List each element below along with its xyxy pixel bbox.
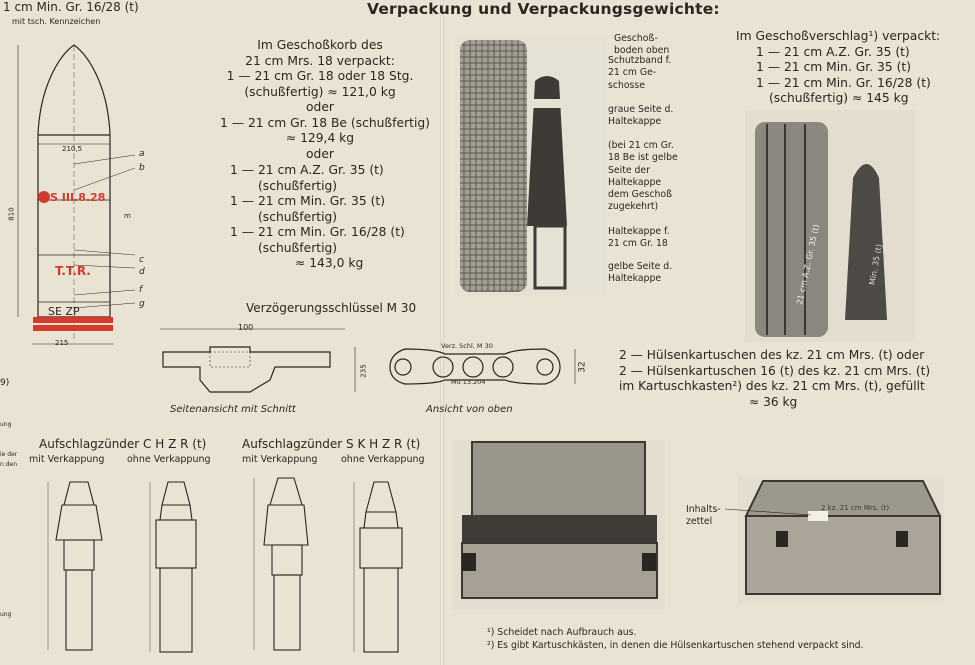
fuze-skhzr-title: Aufschlagzünder S K H Z R (t) [242, 437, 421, 451]
caption-cap-1: Haltekappe f. [608, 226, 670, 237]
basket-heading-2: 21 cm Mrs. 18 verpackt: [245, 53, 395, 68]
closed-box-lid-text: 2 kz. 21 cm Mrs. (t) [821, 504, 890, 512]
key-top-caption: Ansicht von oben [426, 404, 513, 415]
caption-note [608, 140, 678, 214]
caption-band [608, 55, 671, 92]
top-left-subheading: mit tsch. Kennzeichen [12, 17, 101, 26]
caption-note-3: Seite der [608, 164, 650, 176]
caption-yellow-2: Haltekappe [608, 273, 662, 285]
basket-list [230, 163, 405, 272]
crate-heading: Im Geschoßverschlag¹) verpackt: [736, 29, 941, 43]
edge-fragment: ie der [0, 451, 18, 458]
box-label-pointer [725, 505, 815, 525]
box-label-caption [686, 504, 721, 529]
label-m: m [124, 212, 131, 220]
key-dim-height: 235 [359, 364, 368, 378]
caption-yellow-1: gelbe Seite d. [608, 261, 673, 272]
dim-bottom: 215 [55, 339, 69, 347]
edge-fragment: ung [0, 421, 12, 428]
key-side-view [155, 322, 375, 402]
cartridge-line-3: im Kartuschkasten²) des kz. 21 cm Mrs. (t), gefüllt [619, 379, 925, 393]
basket-photo [455, 36, 605, 296]
key-dim-length: 100 [238, 323, 254, 332]
basket-line2-b: ≈ 129,4 kg [285, 131, 355, 145]
label-d: d [139, 267, 145, 277]
label-g: g [139, 299, 145, 309]
basket-or-2: oder [306, 146, 334, 161]
basket-heading-1: Im Geschoßkorb des [257, 38, 383, 52]
label-c: c [139, 255, 144, 265]
crate-photo [745, 110, 915, 342]
caption-grey-1: graue Seite d. [608, 104, 674, 115]
basket-line3b-a: 1 — 21 cm Min. Gr. 35 (t) [230, 194, 386, 208]
caption-base-2: boden oben [614, 45, 670, 57]
crate-line-1: 1 — 21 cm A.Z. Gr. 35 (t) [756, 44, 910, 59]
shell-photo-text: Min. 35 (t) [867, 243, 884, 286]
label-b: b [139, 163, 145, 173]
basket-or-1: oder [306, 100, 334, 114]
basket-line3a-b: (schußfertig) [258, 178, 338, 193]
fuze-skhzr-without: ohne Verkappung [341, 454, 425, 465]
fuze-drawings [40, 470, 440, 660]
stencil-ttr: T.T.R. [55, 264, 91, 278]
caption-note-4: Haltekappe [608, 176, 662, 188]
box-label-1: Inhalts- [686, 504, 721, 515]
top-left-heading: 1 cm Min. Gr. 16/28 (t) [3, 0, 139, 14]
footnote-2: ²) Es gibt Kartuschkästen, in denen die Hülsenkartuschen stehend verpackt sind. [487, 640, 864, 651]
cartridge-packaging [619, 348, 930, 410]
key-title: Verzögerungsschlüssel M 30 [246, 301, 417, 315]
crate-packaging [736, 29, 940, 107]
label-a: a [139, 149, 145, 159]
fuze-chzr-with: mit Verkappung [29, 454, 105, 465]
crate-line-4: (schußfertig) ≈ 145 kg [769, 91, 909, 105]
fuze-chzr-without: ohne Verkappung [127, 454, 211, 465]
cartridge-line-1: 2 — Hülsenkartuschen des kz. 21 cm Mrs. (t) oder [619, 348, 925, 362]
footnotes [487, 626, 864, 652]
stencil-lot: S III.8.28 [50, 191, 106, 204]
caption-note-6: zugekehrt) [608, 201, 659, 213]
fuze-chzr-title: Aufschlagzünder C H Z R (t) [39, 437, 207, 451]
cartridge-box-photo [452, 440, 665, 610]
caption-note-1: (bei 21 cm Gr. [608, 140, 674, 151]
cartridge-weight: ≈ 36 kg [749, 394, 798, 409]
caption-band-3: schosse [608, 79, 645, 91]
fuze-skhzr-with: mit Verkappung [242, 454, 318, 465]
shell-drawing [7, 40, 185, 370]
edge-fragment: ung [0, 611, 12, 618]
key-dim-width: 32 [577, 361, 588, 373]
footnote-1: ¹) Scheidet nach Aufbrauch aus. [487, 627, 637, 638]
crate-line-2: 1 — 21 cm Min. Gr. 35 (t) [756, 60, 912, 74]
caption-band-2: 21 cm Ge- [608, 67, 657, 79]
basket-line3a-a: 1 — 21 cm A.Z. Gr. 35 (t) [230, 163, 384, 177]
basket-line3b-b: (schußfertig) [258, 209, 338, 224]
edge-fragment: n den [0, 461, 18, 468]
basket-line2-a: 1 — 21 cm Gr. 18 Be (schußfertig) [220, 115, 430, 130]
dim-height: 810 [7, 207, 16, 221]
photo-captions [614, 33, 669, 58]
basket-weight: ≈ 143,0 kg [295, 256, 364, 270]
caption-note-5: dem Geschoß [608, 189, 672, 201]
caption-band-1: Schutzband f. [608, 55, 672, 66]
page-fold [440, 0, 444, 665]
caption-yellow [608, 261, 672, 286]
basket-line1-b: (schußfertig) ≈ 121,0 kg [244, 84, 396, 99]
key-side-caption: Seitenansicht mit Schnitt [170, 404, 296, 415]
basket-line1-a: 1 — 21 cm Gr. 18 oder 18 Stg. [226, 69, 414, 83]
dim-top: 210,5 [62, 145, 83, 153]
box-label-2: zettel [686, 516, 713, 528]
edge-fragment: 9) [0, 378, 10, 388]
basket-line3c-a: 1 — 21 cm Min. Gr. 16/28 (t) [230, 225, 405, 239]
caption-grey [608, 104, 673, 129]
closed-box-photo [738, 476, 944, 604]
caption-base-1: Geschoß- [614, 33, 658, 44]
caption-cap [608, 226, 670, 251]
key-stamp-2: Mu 13.204 [451, 378, 486, 386]
page-title: Verpackung und Verpackungsgewichte: [367, 0, 720, 18]
crate-line-3: 1 — 21 cm Min. Gr. 16/28 (t) [756, 75, 931, 90]
label-f: f [139, 285, 143, 295]
cartridge-line-2: 2 — Hülsenkartuschen 16 (t) des kz. 21 cm Mrs. (t) [619, 363, 931, 378]
crate-photo-text: 21 cm A.Z. Gr. 35 (t) [795, 223, 821, 306]
caption-grey-2: Haltekappe [608, 116, 662, 128]
caption-note-2: 18 Be ist gelbe [608, 152, 678, 164]
caption-cap-2: 21 cm Gr. 18 [608, 238, 668, 250]
basket-packaging [220, 38, 430, 162]
basket-line3c-b: (schußfertig) [258, 240, 338, 255]
key-stamp-1: Verz. Schl. M 30 [441, 342, 493, 350]
stencil-sezp: SE ZP [48, 305, 80, 318]
